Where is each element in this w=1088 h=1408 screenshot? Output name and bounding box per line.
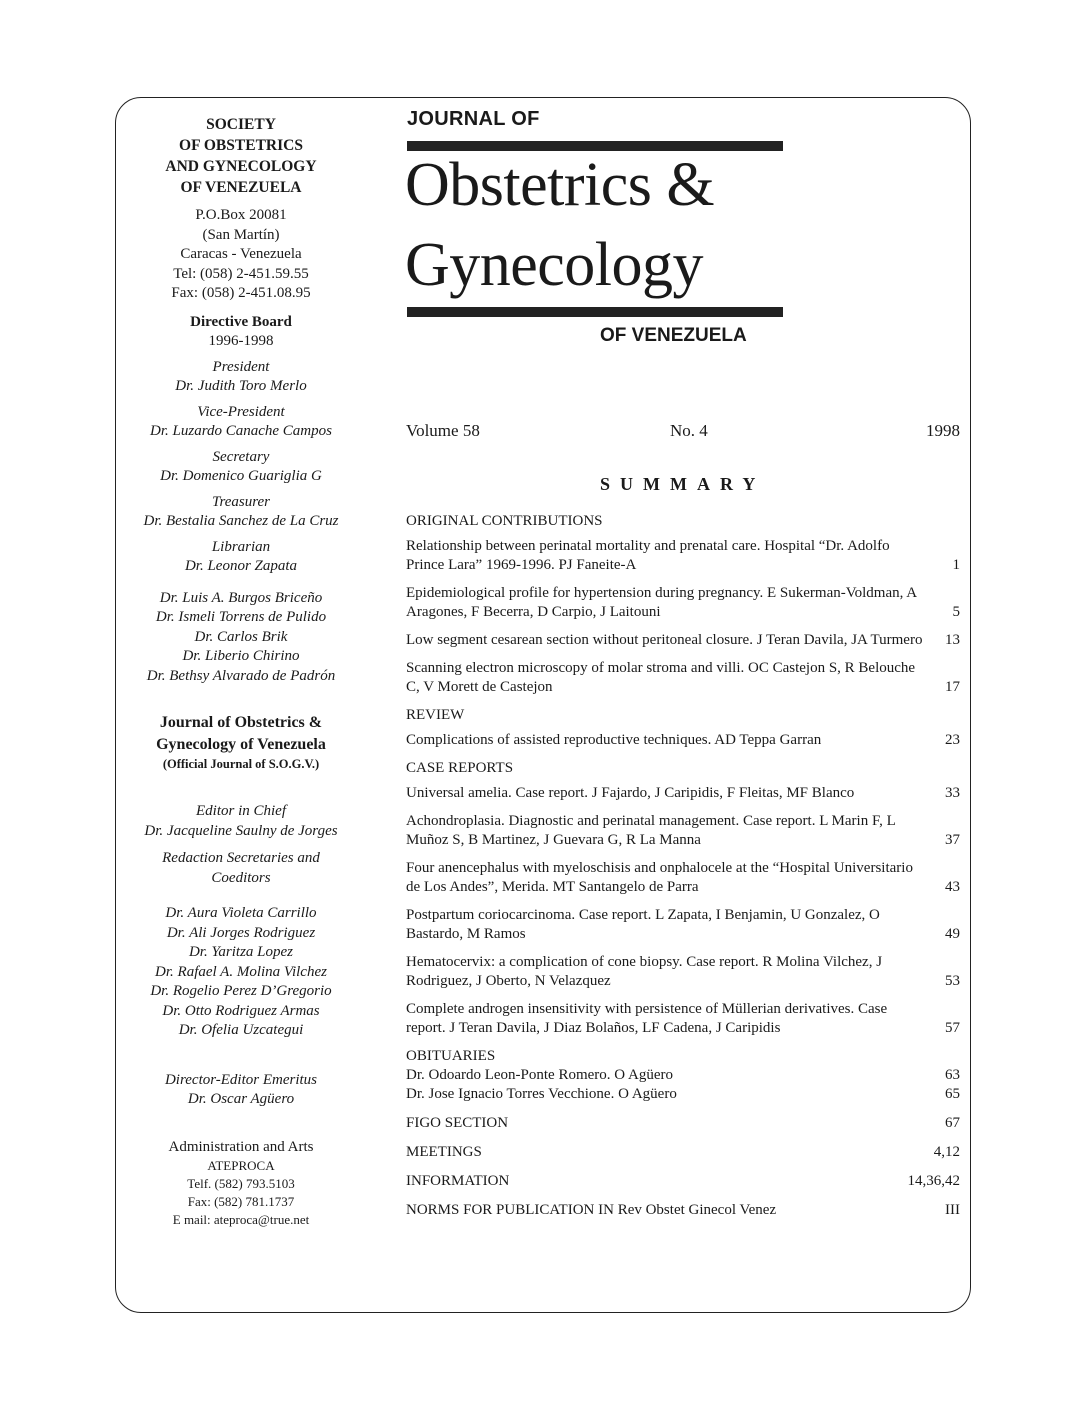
summary-heading: SUMMARY <box>600 474 766 494</box>
editor-in-chief: Editor in Chief Dr. Jacqueline Saulny de Jorges <box>144 803 338 839</box>
masthead-journal-of: JOURNAL OF <box>407 108 540 130</box>
page-number: 67 <box>945 1115 960 1131</box>
society-address: P.O.Box 20081 (San Martín) Caracas - Venezuela Tel: (058) 2-451.59.55 Fax: (058) 2-451.08.95 <box>171 207 311 301</box>
issue-number: No. 4 <box>670 421 708 440</box>
toc-entry: Scanning electron microscopy of molar stroma and villi. OC Castejon S, R Belouche C, V Morett de Castejon 17 <box>406 660 960 695</box>
issue-volume: Volume 58 <box>406 421 480 440</box>
toc-entry: Complete androgen insensitivity with persistence of Müllerian derivatives. Case report. J Teran Davila, J Diaz Bolaños, LF Cadena, J Caripidis 57 <box>406 1001 960 1036</box>
board-years: 1996-1998 <box>208 333 274 349</box>
masthead-of-venezuela: OF VENEZUELA <box>600 325 747 346</box>
table-of-contents <box>406 512 960 1220</box>
page-number: 17 <box>945 679 960 695</box>
journal-name: Journal of Obstetrics & Gynecology of Venezuela <box>156 714 326 753</box>
board-members: Dr. Luis A. Burgos Briceño Dr. Ismeli Torrens de Pulido Dr. Carlos Brik Dr. Liberio Chirino Dr. Bethsy Alvarado de Padrón <box>146 589 336 684</box>
section-title: ORIGINAL CONTRIBUTIONS <box>406 513 603 529</box>
editor-emeritus: Director-Editor Emeritus Dr. Oscar Agüero <box>164 1071 318 1107</box>
toc-entry: Four anencephalus with myeloschisis and onphalocele at the “Hospital Universitario de Los Andes”, Merida. MT Santangelo de Parra 43 <box>406 860 960 895</box>
society-name: SOCIETY OF OBSTETRICS AND GYNECOLOGY OF VENEZUELA <box>165 116 317 196</box>
page-number: 65 <box>945 1086 960 1102</box>
issue-year: 1998 <box>926 421 960 440</box>
toc-entry: FIGO SECTION 67 <box>406 1115 960 1131</box>
masthead-title-line1: Obstetrics & <box>405 151 715 219</box>
officer-vice-president: Vice-President Dr. Luzardo Canache Campos <box>150 403 332 439</box>
page-number: 33 <box>945 785 960 801</box>
redaction-heading: Redaction Secretaries and Coeditors <box>162 850 320 886</box>
masthead-title-line2: Gynecology <box>405 231 704 299</box>
toc-entry: Universal amelia. Case report. J Fajardo, J Caripidis, F Fleitas, MF Blanco 33 <box>406 785 960 801</box>
page-number: 53 <box>945 973 960 989</box>
page-number: 43 <box>945 879 960 895</box>
toc-entry: Relationship between perinatal mortality and prenatal care. Hospital “Dr. Adolfo Prince Lara” 1969-1996. PJ Faneite-A 1 <box>406 538 960 573</box>
page-number: 1 <box>952 557 960 573</box>
section-title: OBITUARIES <box>406 1048 496 1064</box>
toc-entry: INFORMATION 14,36,42 <box>406 1173 960 1189</box>
page-number: 49 <box>945 926 960 942</box>
coeditors-list: Dr. Aura Violeta Carrillo Dr. Ali Jorges Rodriguez Dr. Yaritza Lopez Dr. Rafael A. Molina Vilchez Dr. Rogelio Perez D’Gregorio Dr. Otto Rodriguez Armas Dr. Ofelia Uzcategui <box>150 905 332 1038</box>
page-number: 5 <box>952 604 960 620</box>
officer-librarian: Librarian Dr. Leonor Zapata <box>184 538 298 574</box>
toc-entry: MEETINGS 4,12 <box>406 1144 960 1160</box>
left-column <box>118 114 364 1229</box>
page-number: 63 <box>945 1067 960 1083</box>
page-number: 13 <box>945 632 960 648</box>
admin-email: E mail: ateproca@true.net <box>172 1212 310 1227</box>
toc-entry: Hematocervix: a complication of cone biopsy. Case report. R Molina Vilchez, J Rodriguez, J Oberto, N Velazquez 53 <box>406 954 960 989</box>
toc-entry: Achondroplasia. Diagnostic and perinatal management. Case report. L Marin F, L Muñoz S, B Martinez, J Guevara G, R La Manna 37 <box>406 813 960 848</box>
toc-entry: Low segment cesarean section without peritoneal closure. J Teran Davila, JA Turmero 13 <box>406 632 960 648</box>
page-number: 57 <box>945 1020 960 1036</box>
toc-entry: Epidemiological profile for hypertension during pregnancy. E Sukerman-Voldman, A Aragones, F Becerra, D Carpio, J Laitouni 5 <box>406 585 960 620</box>
masthead-bottom-rule <box>407 307 783 317</box>
section-title: CASE REPORTS <box>406 760 514 776</box>
toc-entry: Complications of assisted reproductive techniques. AD Teppa Garran 23 <box>406 732 960 748</box>
page-number: 23 <box>945 732 960 748</box>
toc-entry: Dr. Jose Ignacio Torres Vecchione. O Agüero 65 <box>406 1086 960 1102</box>
official-journal-note: (Official Journal of S.O.G.V.) <box>162 757 320 771</box>
page-number: III <box>945 1202 960 1218</box>
board-title: Directive Board <box>190 313 292 330</box>
officer-treasurer: Treasurer Dr. Bestalia Sanchez de La Cruz <box>143 493 339 529</box>
page-number: 37 <box>945 832 960 848</box>
officer-president: President Dr. Judith Toro Merlo <box>175 358 307 394</box>
toc-entry: Postpartum coriocarcinoma. Case report. L Zapata, I Benjamin, U Gonzalez, O Bastardo, M Ramos 49 <box>406 907 960 942</box>
officer-secretary: Secretary Dr. Domenico Guariglia G <box>160 448 322 484</box>
page-number: 14,36,42 <box>907 1173 960 1189</box>
page-number: 4,12 <box>933 1144 960 1160</box>
toc-entry: Dr. Odoardo Leon-Ponte Romero. O Agüero 63 <box>406 1067 960 1083</box>
toc-entry: NORMS FOR PUBLICATION IN Rev Obstet Ginecol Venez III <box>406 1202 960 1218</box>
section-title: REVIEW <box>406 707 465 723</box>
administration: Administration and Arts ATEPROCA Telf. (582) 793.5103 Fax: (582) 781.1737 E mail: ateproca@true.net <box>118 1138 364 1230</box>
